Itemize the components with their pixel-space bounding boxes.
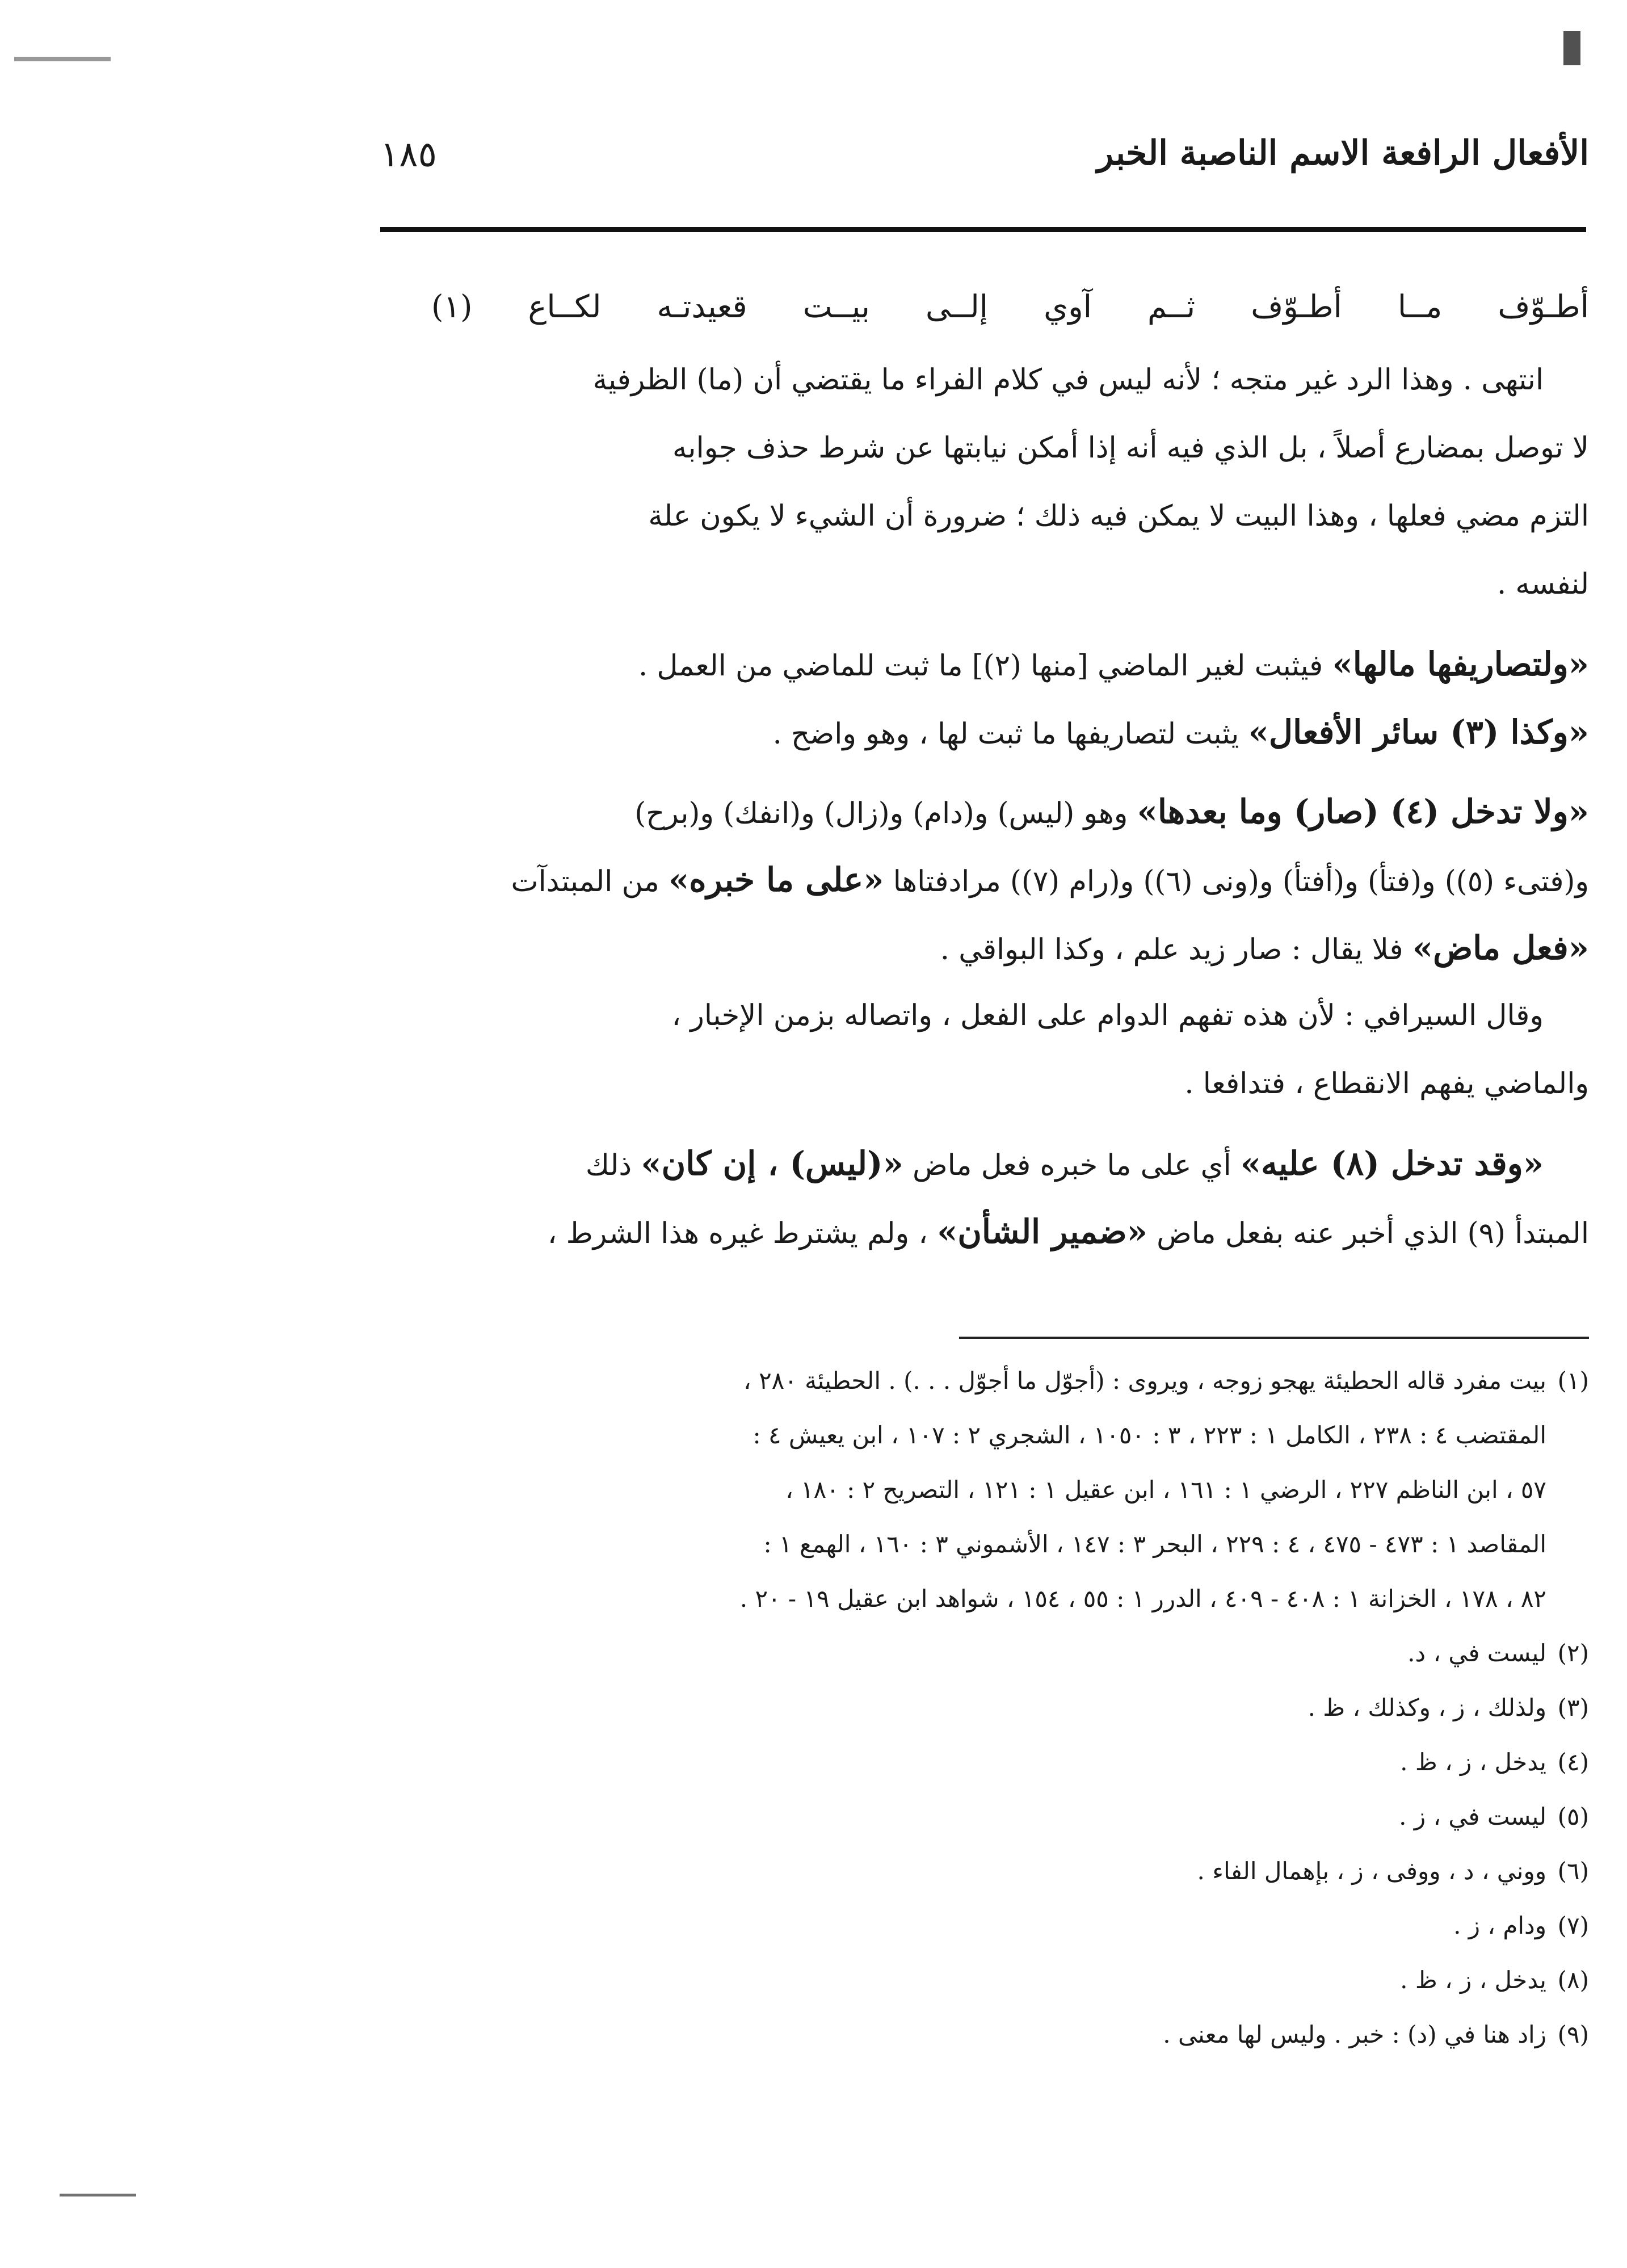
page-number: ١٨٥: [380, 133, 437, 175]
matn-text: «ولتصاريفها مالها»: [1332, 645, 1589, 683]
footnote-text: زاد هنا في (د) : خبر . وليس لها معنى .: [1163, 2021, 1546, 2048]
footnote-number: (٦): [1557, 1857, 1589, 1885]
paragraph-line: [431, 846, 1589, 914]
footnote-item: [443, 1899, 1589, 1953]
footnote-line: المقتضب ٤ : ٢٣٨ ، الكامل ١ : ٢٢٣ ، ٣ : ١٠٥٠ ، الشجري ٢ : ١٠٧ ، ابن يعيش ٤ :: [752, 1421, 1546, 1449]
matn-text: «وكذا (٣) سائر الأفعال»: [1248, 713, 1589, 751]
paragraph-line: [431, 698, 1589, 766]
commentary-text: ، ولم يشترط غيره هذا الشرط ،: [547, 1217, 928, 1250]
footnote-text: ليست في ، د.: [1407, 1639, 1546, 1667]
paragraph-line: [431, 914, 1589, 982]
footnote-line: ٨٢ ، ١٧٨ ، الخزانة ١ : ٤٠٨ - ٤٠٩ ، الدرر ١ : ٥٥ ، ١٥٤ ، شواهد ابن عقيل ١٩ - ٢٠ .: [739, 1585, 1546, 1612]
scan-mark-top-left: [14, 57, 111, 61]
matn-text: «(ليس) ، إن كان»: [641, 1144, 903, 1183]
poetry-verse: أطـوّف مــا أطـوّف ثــم آوي إلــى بيــت قعيدتـه لكــاع (١): [431, 288, 1589, 325]
commentary-text: من المبتدآت: [511, 865, 659, 898]
footnotes: [443, 1354, 1589, 2062]
footnote-text: بيت مفرد قاله الحطيئة يهجو زوجه ، ويروى : (أجوّل ما أجوّل . . .) . الحطيئة ٢٨٠ ،: [743, 1367, 1546, 1395]
matn-text: «على ما خبره»: [668, 860, 884, 899]
page-header: [380, 122, 1589, 207]
paragraph-line: [431, 630, 1589, 698]
paragraph-line: التزم مضي فعلها ، وهذا البيت لا يمكن فيه ذلك ؛ ضرورة أن الشيء لا يكون علة: [648, 499, 1589, 533]
matn-text: «وقد تدخل (٨) عليه»: [1240, 1144, 1544, 1183]
footnote-text: يدخل ، ز ، ظ .: [1400, 1966, 1546, 1994]
footnote-line: ٥٧ ، ابن الناظم ٢٢٧ ، الرضي ١ : ١٦١ ، ابن عقيل ١ : ١٢١ ، التصريح ٢ : ١٨٠ ،: [785, 1476, 1546, 1503]
footnote-separator: [959, 1337, 1589, 1339]
matn-text: «فعل ماض»: [1412, 929, 1589, 967]
commentary-text: و(فتىء (٥)) و(فتأ) و(أفتأ) و(ونى (٦)) و(رام (٧)) مرادفتاها: [893, 865, 1589, 898]
footnote-item: [443, 1844, 1589, 1899]
footnote-number: (٩): [1557, 2021, 1589, 2048]
footnote-number: (٨): [1557, 1966, 1589, 1994]
footnote-item: [443, 2007, 1589, 2062]
footnote-text: يدخل ، ز ، ظ .: [1400, 1748, 1546, 1776]
scan-mark-top-right: [1563, 31, 1580, 65]
footnote-line: [443, 1354, 1589, 1408]
footnote-line: المقاصد ١ : ٤٧٣ - ٤٧٥ ، ٤ : ٢٢٩ ، البحر ٣ : ١٤٧ ، الأشموني ٣ : ١٦٠ ، الهمع ١ :: [763, 1530, 1546, 1558]
footnote-number: (٢): [1557, 1639, 1589, 1667]
commentary-text: أي على ما خبره فعل ماض: [912, 1149, 1231, 1182]
footnote-text: ودام ، ز .: [1453, 1912, 1546, 1939]
matn-text: «ضمير الشأن»: [937, 1212, 1147, 1251]
paragraph-line: [431, 1198, 1589, 1266]
paragraph-line: وقال السيرافي : لأن هذه تفهم الدوام على الفعل ، واتصاله بزمن الإخبار ،: [671, 999, 1544, 1032]
footnote-text: ولذلك ، ز ، وكذلك ، ظ .: [1308, 1694, 1546, 1721]
paragraph-line: لنفسه .: [1497, 568, 1589, 601]
paragraph-line: لا توصل بمضارع أصلاً ، بل الذي فيه أنه إذا أمكن نيابتها عن شرط حذف جوابه: [672, 431, 1589, 465]
footnote-item: [443, 1790, 1589, 1844]
paragraph-line: [431, 778, 1589, 846]
footnote-item: [443, 1953, 1589, 2007]
commentary-text: فيثبت لغير الماضي [منها (٢)] ما ثبت للماضي من العمل .: [638, 649, 1323, 683]
commentary-text: المبتدأ (٩) الذي أخبر عنه بفعل ماض: [1157, 1217, 1589, 1250]
commentary-text: فلا يقال : صار زيد علم ، وكذا البواقي .: [940, 933, 1403, 967]
footnote-number: (٣): [1557, 1694, 1589, 1721]
footnote-text: ووني ، د ، ووفى ، ز ، بإهمال الفاء .: [1197, 1857, 1546, 1885]
footnote-number: (٤): [1557, 1748, 1589, 1776]
main-text: [431, 267, 1589, 1266]
paragraph-line: انتهى . وهذا الرد غير متجه ؛ لأنه ليس في كلام الفراء ما يقتضي أن (ما) الظرفية: [592, 363, 1544, 397]
paragraph-line: والماضي يفهم الانقطاع ، فتدافعا .: [1184, 1067, 1589, 1101]
commentary-text: ذلك: [585, 1149, 632, 1182]
scan-mark-bottom-left: [60, 2194, 136, 2196]
footnote-number: (٥): [1557, 1803, 1589, 1830]
footnote-text: ليست في ، ز .: [1399, 1803, 1546, 1830]
commentary-text: وهو (ليس) و(دام) و(زال) و(انفك) و(برح): [634, 797, 1128, 830]
footnote-item: [443, 1626, 1589, 1681]
matn-text: «ولا تدخل (٤) (صار) وما بعدها»: [1137, 792, 1589, 831]
paragraph-line: [431, 1129, 1589, 1198]
footnote-number: (٧): [1557, 1912, 1589, 1939]
header-rule: [380, 227, 1586, 232]
footnote-number: (١): [1557, 1367, 1589, 1395]
running-title: الأفعال الرافعة الاسم الناصبة الخبر: [1096, 133, 1589, 173]
footnote-item: [443, 1681, 1589, 1735]
commentary-text: يثبت لتصاريفها ما ثبت لها ، وهو واضح .: [772, 717, 1239, 751]
footnote-item: [443, 1735, 1589, 1790]
